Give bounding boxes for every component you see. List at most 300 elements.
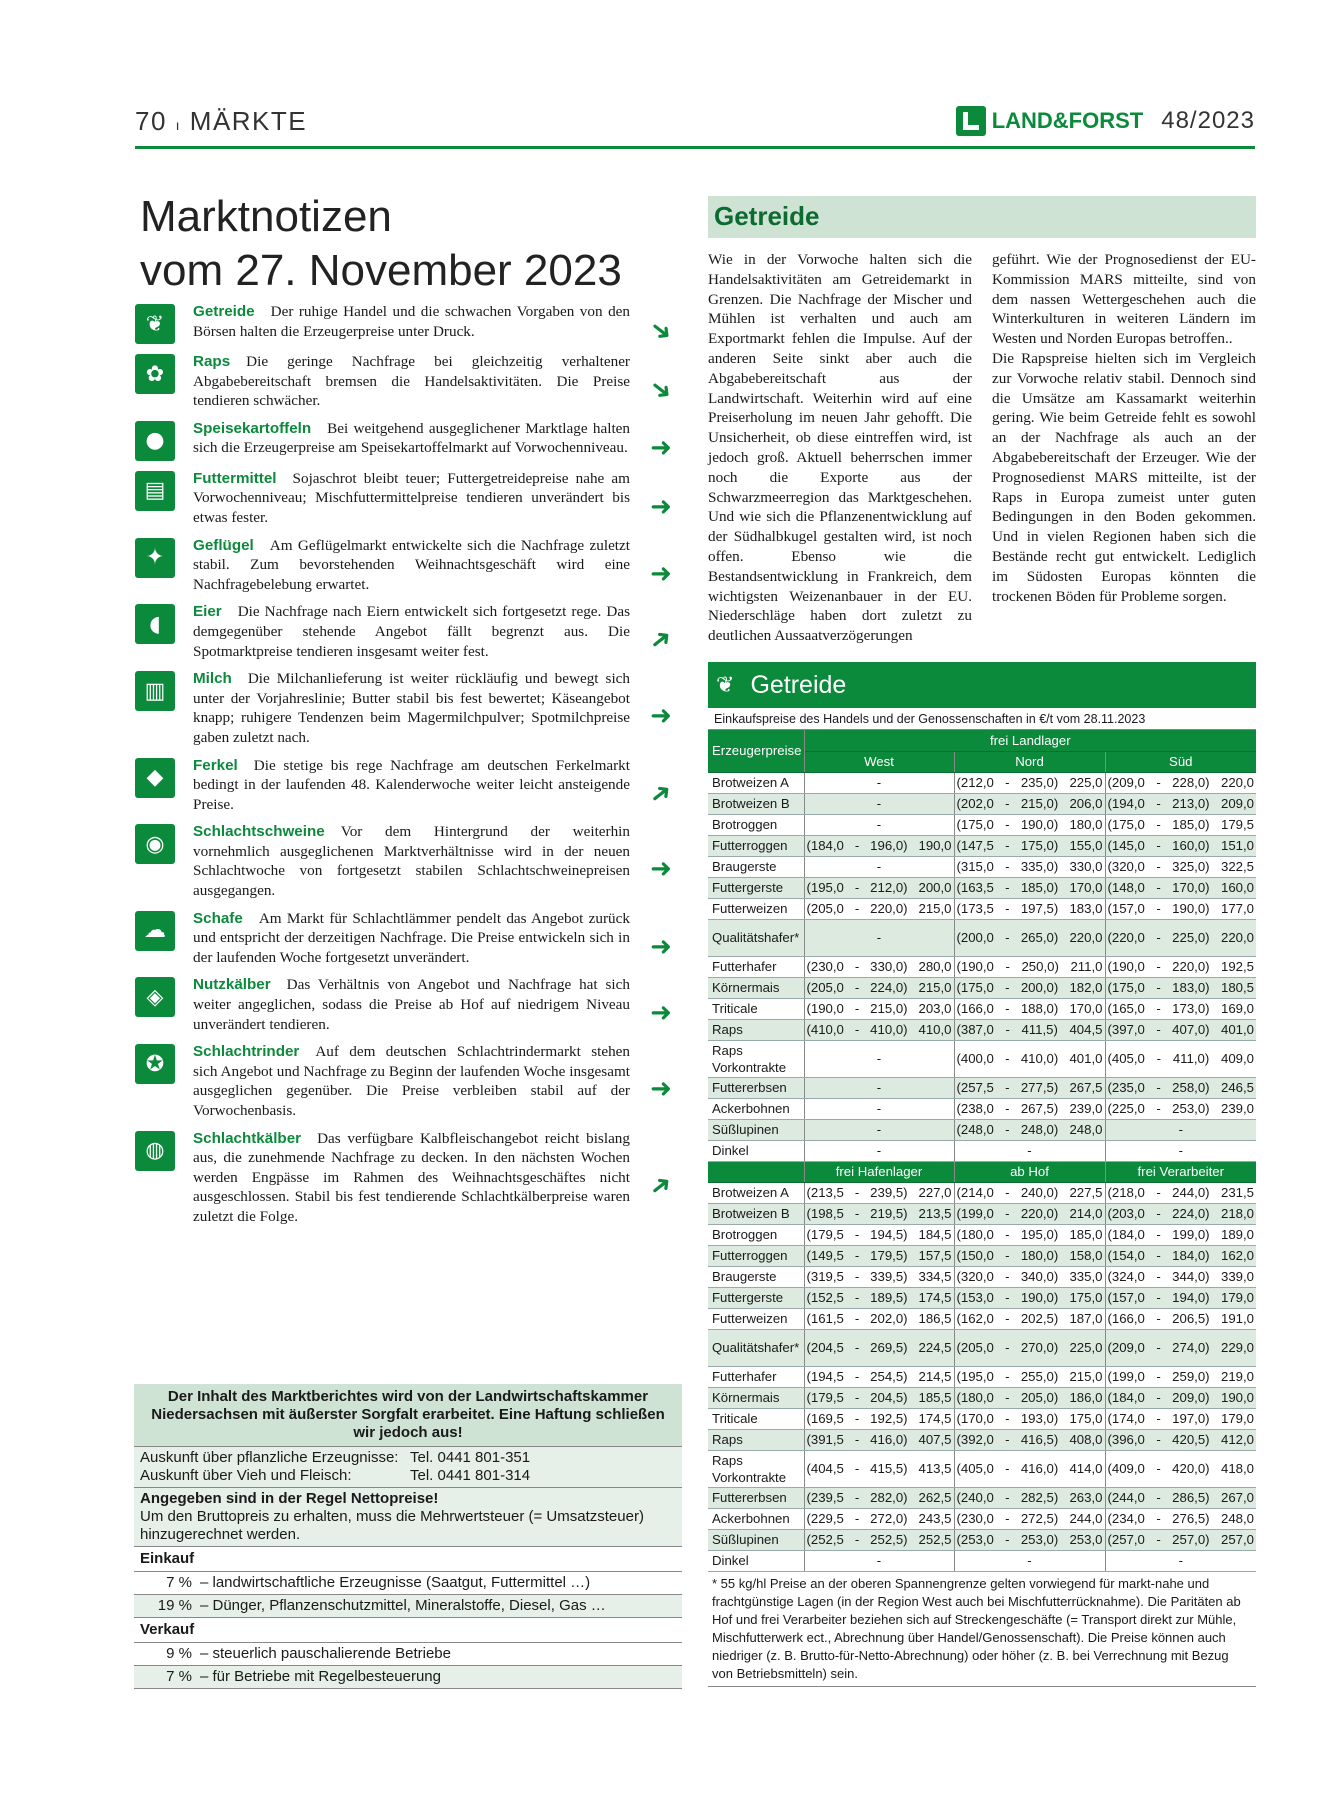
price-max: 248,0): [1020, 1122, 1059, 1137]
price-avg: 155,0: [1069, 838, 1103, 853]
price-cell: [954, 814, 1105, 835]
price-range: [1108, 1227, 1255, 1242]
price-min: (190,0: [956, 959, 994, 974]
range-dash: -: [1156, 1101, 1161, 1116]
price-avg: 151,0: [1220, 838, 1254, 853]
price-cell: [804, 956, 954, 977]
range-dash: -: [1156, 1022, 1161, 1037]
range-dash: -: [854, 1022, 860, 1037]
price-avg: 206,0: [1069, 796, 1103, 811]
table-row: [708, 1140, 1256, 1161]
market-note-text: [193, 536, 630, 595]
market-note-text: [193, 1042, 630, 1120]
price-avg: 334,5: [918, 1269, 952, 1284]
market-note: [135, 302, 630, 344]
price-min: (235,0: [1107, 1080, 1145, 1095]
market-note-body: Der ruhige Handel und die schwachen Vorgaben von den Börsen halten die Erzeugerpreise unter Druck.: [193, 303, 630, 340]
getreide-column-2-part-1: geführt. Wie der Prognosedienst der EU-Kommission MARS mitteilte, sind von dem nassen Wettergeschehen auch die Winterkulturen in weiteren Ländern im Westen und Norden Europas betroffen..: [992, 251, 1256, 348]
price-avg: 214,5: [918, 1369, 952, 1384]
table-row: [708, 1203, 1256, 1224]
table-row: [708, 1182, 1256, 1203]
price-range: [807, 1269, 952, 1284]
price-max: 253,0): [1020, 1532, 1059, 1547]
price-max: 190,0): [1020, 817, 1059, 832]
market-note: [135, 536, 630, 595]
table-row: [708, 1329, 1256, 1366]
price-range: [957, 1461, 1103, 1476]
market-note-body: Das Verhältnis von Angebot und Nachfrage hat sich weiter angeglichen, sodass die Preise ab Hof auf niedrigem Niveau unverändert tendieren.: [193, 976, 630, 1033]
price-cell: [804, 1203, 954, 1224]
page-header-right: [956, 106, 1255, 136]
price-min: (190,0: [1107, 959, 1145, 974]
price-min: (229,5: [806, 1511, 844, 1526]
price-value: -: [876, 1553, 882, 1568]
price-min: (161,5: [806, 1311, 844, 1326]
market-note-text: [193, 975, 630, 1034]
price-range: [807, 959, 952, 974]
price-range: [807, 1340, 952, 1355]
disclaimer: Der Inhalt des Marktberichtes wird von der Landwirtschaftskammer Niedersachsen mit äußerster Sorgfalt erarbeitet. Eine Haftung schließen wir jedoch aus!: [134, 1384, 682, 1447]
price-range: [957, 1227, 1103, 1242]
price-cell: [1105, 1040, 1256, 1077]
price-cell: [1105, 1266, 1256, 1287]
price-avg: 267,0: [1220, 1490, 1254, 1505]
range-dash: -: [1005, 1051, 1010, 1066]
range-dash: -: [1005, 1532, 1010, 1547]
price-max: 286,5): [1172, 1490, 1210, 1505]
row-label: Raps: [708, 1429, 804, 1450]
range-dash: -: [854, 1461, 860, 1476]
range-dash: -: [1156, 930, 1161, 945]
price-avg: 231,5: [1220, 1185, 1254, 1200]
table-row: [708, 772, 1256, 793]
price-range: [957, 1248, 1103, 1263]
range-dash: -: [1156, 880, 1161, 895]
price-max: 175,0): [1020, 838, 1059, 853]
price-avg: 413,5: [918, 1461, 952, 1476]
table-row: [708, 1408, 1256, 1429]
price-cell: [954, 1487, 1105, 1508]
price-cell: [954, 977, 1105, 998]
market-note-body: Die geringe Nachfrage bei gleichzeitig verhaltener Abgabebereitschaft bremsen die Handelsaktivitäten. Die Preise tendieren schwächer.: [193, 353, 630, 410]
table-row: [708, 1487, 1256, 1508]
table-row: [708, 814, 1256, 835]
price-cell: [804, 1098, 954, 1119]
market-note: [135, 669, 630, 747]
row-label: Brotweizen B: [708, 793, 804, 814]
range-dash: -: [1005, 901, 1010, 916]
price-cell: [1105, 1429, 1256, 1450]
price-avg: 186,0: [1069, 1390, 1103, 1405]
price-avg: 244,0: [1069, 1511, 1103, 1526]
price-cell: [1105, 835, 1256, 856]
market-note-body: Die stetige bis rege Nachfrage am deutschen Ferkelmarkt bedingt in der laufenden 48. Kalenderwoche weiter leicht ansteigende Preise.: [193, 756, 630, 813]
market-note-text: [193, 756, 630, 815]
price-avg: 243,5: [918, 1511, 952, 1526]
range-dash: -: [854, 1411, 860, 1426]
price-max: 193,0): [1020, 1411, 1059, 1426]
price-cell: [954, 1224, 1105, 1245]
price-avg: 174,5: [918, 1411, 952, 1426]
price-range: [1108, 1248, 1255, 1263]
market-note-name: Nutzkälber: [193, 976, 271, 994]
price-max: 206,5): [1172, 1311, 1210, 1326]
range-dash: -: [1005, 1206, 1010, 1221]
trend-arrow-icon: ➜: [650, 997, 672, 1028]
calf-icon: ◈: [135, 977, 175, 1017]
market-note-text: [193, 909, 630, 968]
price-max: 244,0): [1172, 1185, 1210, 1200]
price-range: [957, 901, 1103, 916]
price-value: -: [876, 1101, 882, 1116]
price-cell: [1105, 1019, 1256, 1040]
table-row: [708, 1224, 1256, 1245]
price-value: -: [876, 1143, 882, 1158]
range-dash: -: [1156, 980, 1161, 995]
price-max: 205,0): [1020, 1390, 1059, 1405]
price-max: 202,5): [1020, 1311, 1059, 1326]
price-range: [1108, 1411, 1255, 1426]
range-dash: -: [1156, 838, 1161, 853]
price-value: -: [876, 1122, 882, 1137]
price-avg: 177,0: [1220, 901, 1254, 916]
price-min: (180,0: [956, 1227, 994, 1242]
price-max: 330,0): [870, 959, 908, 974]
price-avg: 170,0: [1069, 880, 1103, 895]
price-avg: 225,0: [1069, 1340, 1103, 1355]
contact-livestock-tel: Tel. 0441 801-314: [410, 1467, 531, 1484]
price-range: [957, 1290, 1103, 1305]
price-cell: [954, 856, 1105, 877]
price-cell: [954, 1119, 1105, 1140]
price-cell: [954, 1077, 1105, 1098]
range-dash: -: [1156, 1248, 1161, 1263]
vat-description: – für Betriebe mit Regelbesteuerung: [200, 1668, 441, 1685]
price-min: (200,0: [956, 930, 994, 945]
price-value: -: [1027, 1553, 1032, 1568]
price-cell: [954, 877, 1105, 898]
price-min: (253,0: [956, 1532, 994, 1547]
price-range: [1108, 1369, 1255, 1384]
price-cell: [804, 1408, 954, 1429]
price-range: [957, 1511, 1103, 1526]
row-label: Futtererbsen: [708, 1487, 804, 1508]
table-row: [708, 1429, 1256, 1450]
price-range: [957, 1340, 1103, 1355]
price-cell: [804, 1245, 954, 1266]
trend-arrow-icon: ➜: [643, 620, 679, 659]
price-range: [1108, 1290, 1255, 1305]
price-range: [957, 959, 1103, 974]
row-label: Brotweizen A: [708, 772, 804, 793]
price-min: (404,5: [806, 1461, 844, 1476]
range-dash: -: [1005, 1432, 1010, 1447]
market-note-body: Auf dem deutschen Schlachtrindermarkt stehen sich Angebot und Nachfrage zu Beginn der laufenden Woche insgesamt ausgeglichen gegenüber. Die Preise verbleiben stabil auf der Vorwochenbasis.: [193, 1043, 630, 1119]
price-range: [957, 1532, 1103, 1547]
price-range: [807, 1532, 952, 1547]
price-cell: [804, 1119, 954, 1140]
price-range: [957, 980, 1103, 995]
price-max: 215,0): [870, 1001, 908, 1016]
price-table-subtitle: Einkaufspreise des Handels und der Genossenschaften in €/t vom 28.11.2023: [708, 708, 1256, 730]
price-table-footnote: * 55 kg/hl Preise an der oberen Spannengrenze gelten vorwiegend für markt-nahe und frachtgünstige Lagen (in der Region West auch bei Mischfutterrücknahme). Die Paritäten ab Hof und frei Verarbeiter beziehen sich auf Streckengeschäfte (= Transport direkt zur Mühle, Mischfutterwerk ect., Abrechnung über Handel/Genossenschaft). Die Preise können auch niedriger (z. B. Brutto-für-Netto-Abrechnung) oder höher (z. B. bei Verrechnung mit Bezug von Betriebsmitteln) sein.: [708, 1572, 1256, 1687]
price-avg: 218,0: [1220, 1206, 1254, 1221]
price-min: (392,0: [956, 1432, 994, 1447]
price-cell: [1105, 1408, 1256, 1429]
price-range: [807, 1511, 952, 1526]
price-cell: [804, 1266, 954, 1287]
wheat-icon: ❦: [716, 672, 735, 698]
feed-trough-icon: ▤: [135, 471, 175, 511]
price-avg: 182,0: [1069, 980, 1103, 995]
price-range: [957, 1051, 1103, 1066]
price-cell: [1105, 1098, 1256, 1119]
market-note-name: Getreide: [193, 303, 255, 320]
price-min: (205,0: [806, 901, 844, 916]
range-dash: -: [1005, 1390, 1010, 1405]
range-dash: -: [1005, 838, 1010, 853]
price-max: 204,5): [870, 1390, 908, 1405]
info-box: [134, 1384, 682, 1689]
price-avg: 224,5: [918, 1340, 952, 1355]
table-row: [708, 1119, 1256, 1140]
trend-arrow-icon: ➜: [650, 491, 672, 522]
price-cell: [804, 1329, 954, 1366]
market-note-name: Eier: [193, 603, 222, 621]
range-dash: -: [1156, 1432, 1161, 1447]
price-min: (319,5: [806, 1269, 844, 1284]
price-range: [1108, 1311, 1255, 1326]
range-dash: -: [854, 1532, 860, 1547]
price-range: [807, 1248, 952, 1263]
price-cell: [1105, 856, 1256, 877]
price-range: [957, 1080, 1103, 1095]
price-max: 209,0): [1172, 1390, 1210, 1405]
price-range: [807, 1311, 952, 1326]
price-max: 411,5): [1021, 1022, 1058, 1037]
range-dash: -: [1156, 1001, 1161, 1016]
price-range: [1108, 817, 1255, 832]
range-dash: -: [854, 838, 860, 853]
price-value: -: [1178, 1553, 1183, 1568]
price-max: 189,5): [870, 1290, 908, 1305]
price-min: (194,0: [1107, 796, 1145, 811]
range-dash: -: [1156, 1390, 1161, 1405]
price-range: [1108, 1080, 1255, 1095]
price-cell: [804, 1140, 954, 1161]
vat-rate: 7 %: [166, 1668, 192, 1685]
row-label: Süßlupinen: [708, 1119, 804, 1140]
range-dash: -: [854, 1185, 860, 1200]
row-label: Raps Vorkontrakte: [708, 1450, 804, 1487]
price-avg: 335,0: [1069, 1269, 1103, 1284]
row-header-label: Erzeugerpreise: [708, 730, 804, 772]
price-min: (212,0: [956, 775, 994, 790]
price-cell: [954, 1550, 1105, 1571]
range-dash: -: [1005, 1001, 1010, 1016]
price-cell: [804, 1077, 954, 1098]
price-max: 192,5): [870, 1411, 908, 1426]
price-avg: 213,5: [918, 1206, 952, 1221]
price-value: -: [876, 1051, 882, 1066]
price-max: 325,0): [1172, 859, 1210, 874]
price-max: 272,0): [870, 1511, 908, 1526]
pig-icon: ◉: [135, 824, 175, 864]
price-max: 194,0): [1172, 1290, 1210, 1305]
row-label: Raps: [708, 1019, 804, 1040]
table-row: [708, 919, 1256, 956]
range-dash: -: [1005, 1122, 1010, 1137]
range-dash: -: [1005, 796, 1010, 811]
range-dash: -: [854, 1311, 860, 1326]
price-range: [957, 1101, 1103, 1116]
market-note-name: Schlachtrinder: [193, 1043, 300, 1061]
price-max: 199,0): [1172, 1227, 1210, 1242]
market-note: [135, 1042, 630, 1120]
price-max: 420,5): [1172, 1432, 1210, 1447]
trend-arrow-icon: ➜: [650, 558, 672, 589]
market-note: [135, 756, 630, 815]
price-avg: 215,0: [918, 980, 952, 995]
price-cell: [954, 1182, 1105, 1203]
price-value: -: [876, 775, 882, 790]
table-row: [708, 898, 1256, 919]
price-cell: [1105, 1450, 1256, 1487]
price-max: 259,0): [1172, 1369, 1210, 1384]
price-max: 173,0): [1172, 1001, 1210, 1016]
market-note: [135, 975, 630, 1034]
price-range: [807, 880, 952, 895]
price-grid: [708, 730, 1256, 1572]
price-avg: 225,0: [1069, 775, 1103, 790]
price-avg: 239,0: [1069, 1101, 1103, 1116]
market-note-text: [193, 419, 630, 461]
table-row: [708, 1040, 1256, 1077]
market-note-text: [193, 469, 630, 528]
price-avg: 162,0: [1220, 1248, 1254, 1263]
price-min: (198,5: [806, 1206, 844, 1221]
price-cell: [954, 1450, 1105, 1487]
price-max: 410,0): [870, 1022, 908, 1037]
price-avg: 339,0: [1220, 1269, 1254, 1284]
price-max: 194,5): [870, 1227, 908, 1242]
range-dash: -: [1156, 817, 1161, 832]
price-avg: 192,5: [1220, 959, 1254, 974]
price-cell: [954, 1040, 1105, 1077]
market-note-body: Das verfügbare Kalbfleischangebot reicht bislang aus, die zunehmende Nachfrage zu decken. In den nächsten Wochen werden Engpässe im Rahmen des Weihnachtsgeschäftes nicht ausgeschlossen. Stabil bis fest tendierende Schlachtkälberpreise waren zuletzt die Folge.: [193, 1129, 630, 1225]
row-label: Triticale: [708, 1408, 804, 1429]
sheep-icon: ☁: [135, 911, 175, 951]
price-value: -: [876, 930, 882, 945]
price-range: [807, 1411, 952, 1426]
trend-arrow-icon: ➜: [650, 433, 672, 463]
price-range: [957, 859, 1103, 874]
brand-name: LAND&FORST: [991, 108, 1144, 133]
price-avg: 229,0: [1220, 1340, 1254, 1355]
price-avg: 220,0: [1220, 930, 1254, 945]
price-range: [957, 817, 1103, 832]
row-label: Braugerste: [708, 856, 804, 877]
price-max: 225,0): [1172, 930, 1210, 945]
range-dash: -: [854, 1490, 860, 1505]
row-label: Qualitätshafer*: [708, 1329, 804, 1366]
range-dash: -: [1005, 1101, 1010, 1116]
range-dash: -: [1156, 959, 1161, 974]
price-range: [807, 1432, 952, 1447]
market-note-name: Schafe: [193, 909, 243, 927]
market-note-text: [193, 352, 630, 411]
price-max: 416,0): [870, 1432, 908, 1447]
range-dash: -: [1005, 980, 1010, 995]
vat-description: – landwirtschaftliche Erzeugnisse (Saatgut, Futtermittel …): [200, 1574, 591, 1591]
einkauf-list: [134, 1572, 682, 1618]
price-avg: 407,5: [918, 1432, 952, 1447]
column-header: Nord: [954, 751, 1105, 772]
row-label: Triticale: [708, 998, 804, 1019]
price-cell: [1105, 1287, 1256, 1308]
price-avg: 200,0: [918, 880, 952, 895]
trend-arrow-icon: ➜: [650, 701, 672, 731]
price-min: (195,0: [956, 1369, 994, 1384]
brand-logo: [956, 106, 1144, 136]
price-max: 215,0): [1020, 796, 1059, 811]
price-cell: [1105, 1508, 1256, 1529]
price-range: [1108, 796, 1255, 811]
price-range: [807, 1369, 952, 1384]
price-min: (209,0: [1107, 1340, 1145, 1355]
price-min: (145,0: [1107, 838, 1145, 853]
price-avg: 404,5: [1069, 1022, 1103, 1037]
range-dash: -: [1156, 901, 1161, 916]
price-range: [1108, 980, 1255, 995]
section-title: MÄRKTE: [189, 106, 308, 136]
price-avg: 220,0: [1069, 930, 1103, 945]
range-dash: -: [1156, 859, 1161, 874]
price-range: [1108, 1022, 1255, 1037]
column-header: frei Hafenlager: [804, 1161, 954, 1182]
range-dash: -: [1156, 1411, 1161, 1426]
price-range: [1108, 1185, 1255, 1200]
vat-rate: 7 %: [166, 1574, 192, 1591]
price-cell: [1105, 956, 1256, 977]
price-cell: [954, 835, 1105, 856]
price-min: (180,0: [956, 1390, 994, 1405]
range-dash: -: [1005, 880, 1010, 895]
table-row: [708, 956, 1256, 977]
price-range: [807, 1227, 952, 1242]
row-label: Futterhafer: [708, 956, 804, 977]
price-max: 257,0): [1172, 1532, 1210, 1547]
price-avg: 280,0: [918, 959, 952, 974]
price-avg: 203,0: [918, 1001, 952, 1016]
price-cell: [1105, 998, 1256, 1019]
trend-arrow-icon: ➜: [650, 1074, 672, 1104]
price-avg: 160,0: [1220, 880, 1254, 895]
market-note-name: Speisekartoffeln: [193, 419, 312, 437]
price-range: [807, 1185, 952, 1200]
price-range: [957, 1001, 1103, 1016]
table-row: [708, 1508, 1256, 1529]
empty-header: [708, 1161, 804, 1182]
price-cell: [804, 1308, 954, 1329]
page-header-left: 70 ı MÄRKTE: [135, 106, 308, 136]
price-max: 240,0): [1020, 1185, 1059, 1200]
price-cell: [804, 1487, 954, 1508]
column-header: Süd: [1105, 751, 1256, 772]
price-cell: [804, 1040, 954, 1077]
price-cell: [1105, 814, 1256, 835]
range-dash: -: [854, 1511, 860, 1526]
